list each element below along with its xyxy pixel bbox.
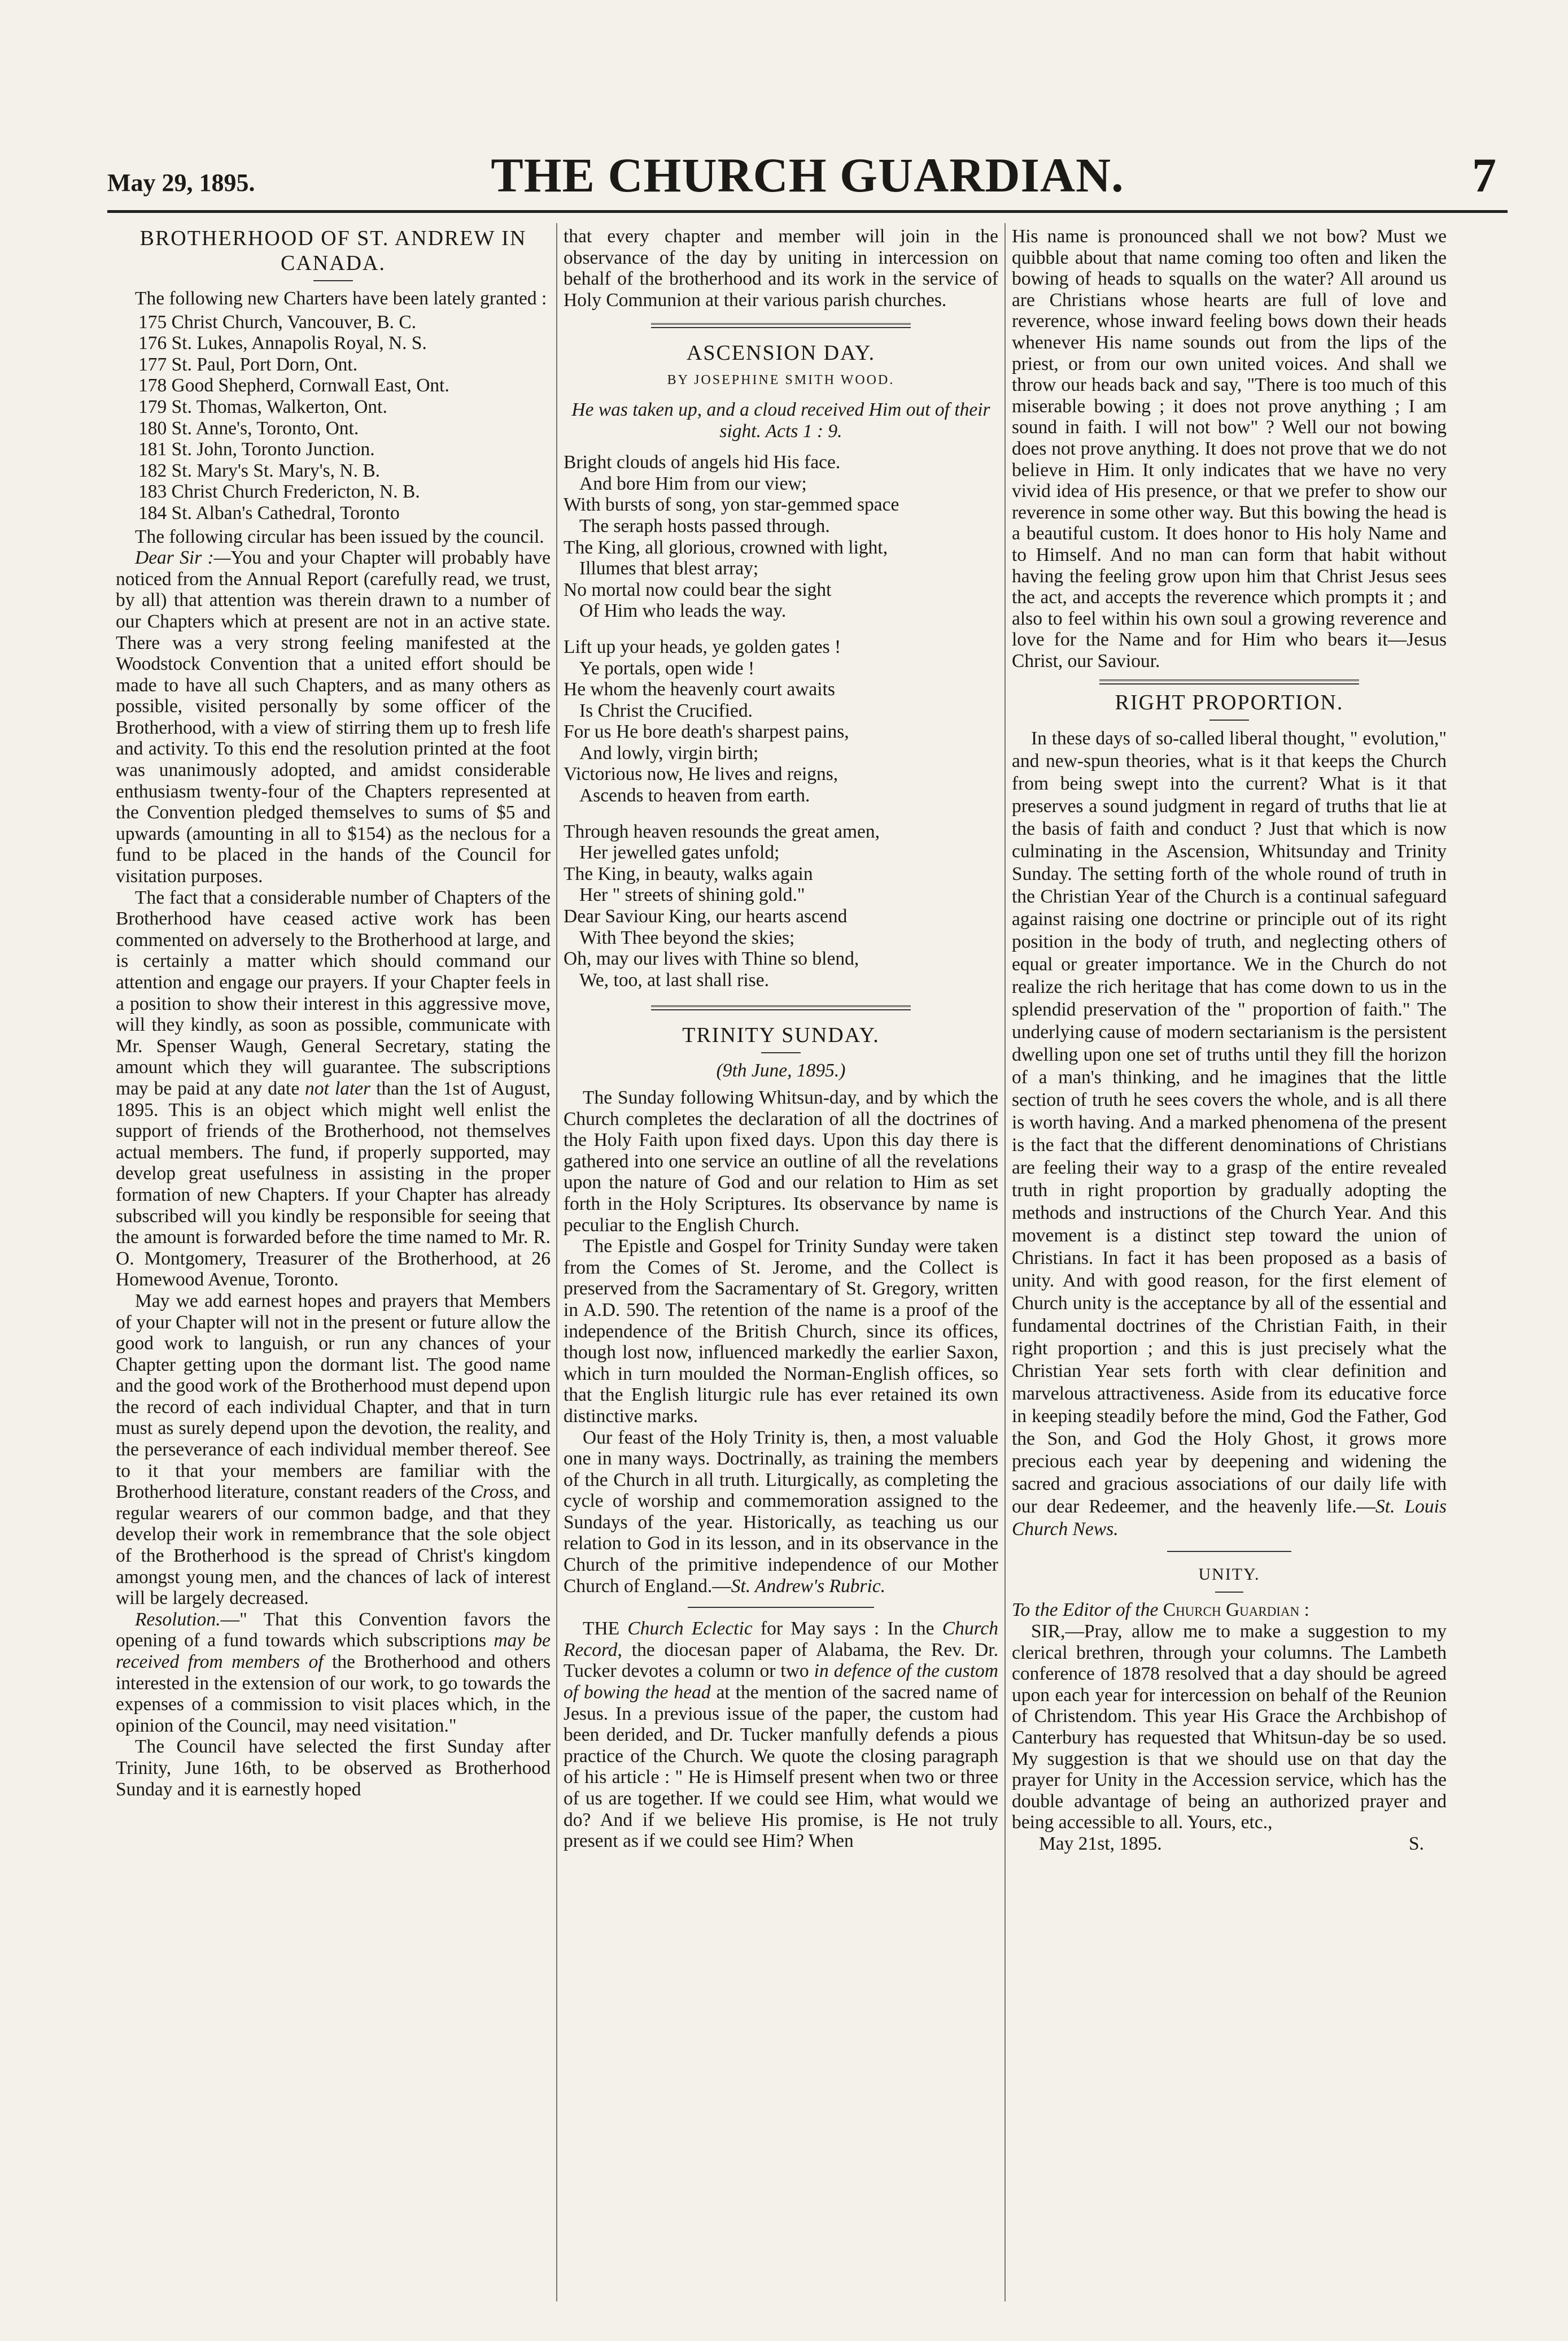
ascension-heading: ASCENSION DAY. bbox=[686, 341, 876, 365]
eclectic-paragraph: THE Church Eclectic for May says : In the Church Record, the diocesan paper of Alabama, the Rev. Dr. Tucker devotes a column or two in defence of the custom of bowing the head at the mention of the sacred name of Jesus. In a previous issue of the paper, the custom had been derided, and Dr. Tucker manfully defends a pious practice of the Church. We quote the closing paragraph of his article : " He is Himself present when two or three of us are together. If we could see Him, what would we do? And if we believe His promise, is He not truly present as if we could see Him? When bbox=[564, 1618, 998, 1852]
eclectic-continuation: His name is pronounced shall we not bow? Must we quibble about that name coming too often and liken the bowing of heads to squalls on the water? All around us are Christians whose hearts are full of love and reverence, whose inward feeling bows down their heads whenever His name sounds out from the lips of the priest, or from our own united voices. And shall we throw our heads back and say, "There is too much of this miserable bowing ; it does not prove anything ; I am sound in faith. I will not bow" ? Well our not bowing does not prove anything. It does not prove that we do not believe in Him. It only indicates that we have no very vivid idea of His presence, or that we prefer to show our reverence in some other way. But this bowing the head is a beautiful custom. It does honor to His holy Name and to Himself. And no man can form that habit without having the feeling grow upon him that Christ Jesus sees the act, and accepts the reverence which prompts it ; and also to feel within his own soul a growing reverence and love for the Name and for Him who bears it—Jesus Christ, our Saviour. bbox=[1012, 226, 1447, 672]
section-dash bbox=[761, 1052, 801, 1053]
letter-date: May 21st, 1895. bbox=[1039, 1833, 1162, 1854]
section-rule bbox=[651, 1005, 911, 1010]
column-divider bbox=[556, 223, 557, 2301]
circular-paragraph: Dear Sir :—You and your Chapter will probably have noticed from the Annual Report (carefully read, we trust, by all) that attention was therein drawn to a number of our Chapters which at present are not in an active state. There was a very strong feeling manifested at the Woodstock Convention that a united effort should be made to have all such Chapters, and as many others as possible, visited personally by some officer of the Brotherhood, with a view of stirring them up to fresh life and activity. To this end the resolution printed at the foot was unanimously adopted, and amidst considerable enthusiasm twenty-four of the Chapters represented at the Convention pledged themselves to sums of $5 and upwards (amounting in all to $154) as the neclous for a fund to be placed in the hands of the Council for visitation purposes. bbox=[116, 547, 551, 887]
brotherhood-intro: The following new Charters have been lately granted : bbox=[135, 288, 547, 309]
list-item: 184 St. Alban's Cathedral, Toronto bbox=[138, 502, 400, 524]
trinity-paragraph: The Epistle and Gospel for Trinity Sunday were taken from the Comes of St. Jerome, and the Collect is preserved from the Sacramentary of St. Gregory, written in A.D. 590. The retention of the name is a proof of the independence of the British Church, since its offices, though lost now, influenced markedly the earlier Saxon, which in turn moulded the Norman-English offices, so that the English liturgic rule has ever retained its own distinctive marks. bbox=[564, 1236, 998, 1427]
proportion-paragraph: In these days of so-called liberal thought, " evolution," and new-spun theories, what is it that keeps the Church from being swept into the current? What is it that preserves a sound judgment in regard of truths that lie at the basis of faith and conduct ? Just that which is now culminating in the Ascension, Whitsunday and Trinity Sunday. The setting forth of the whole round of truth in the Christian Year of the Church is a continual safeguard against raising one doctrine or principle out of its right position in the body of truth, and neglecting others of equal or greater importance. We in the Church do not realize the rich heritage that has come down to us in the splendid preservation of the " proportion of faith." The underlying cause of modern sectarianism is the persistent dwelling upon one set of truths until they fill the horizon of a man's thinking, and he imagines that the little section of truth he sees covers the whole, and is all there is worth having. And a marked phenomena of the present is the fact that the different denominations of Christians are feeling their way to a grasp of the entire revealed truth in right proportion by gradually adopting the methods and instructions of the Church Year. And this movement is a distinct step toward the union of Christians. In fact it has been proposed as a basis of unity. And with good reason, for the first element of Church unity is the acceptance by all of the essential and fundamental doctrines of the Christian Faith, in their right proportion ; and this is just precisely what the Christian Year sets forth with clear definition and marvelous attractiveness. Aside from its educative force in keeping steadily before the mind, God the Father, God the Son, and God the Holy Ghost, it grows more precious each year by deepening and widening the sacred and gracious associations of our daily life with our dear Redeemer, and the heavenly life.—St. Louis Church News. bbox=[1012, 728, 1447, 1540]
poem-stanza: Bright clouds of angels hid His face. And bore Him from our view; With bursts of song, yon star-gemmed space The seraph hosts passed through. The King, all glorious, crowned with light, Illumes that blest array; No mortal now could bear the sight Of Him who leads the way. bbox=[564, 452, 899, 622]
proportion-source: St. Louis Church News. bbox=[1012, 1496, 1447, 1540]
column-3 bbox=[1012, 226, 1447, 1855]
page-number: 7 bbox=[1472, 148, 1496, 202]
section-rule bbox=[651, 323, 911, 328]
list-item: 183 Christ Church Fredericton, N. B. bbox=[138, 481, 420, 503]
masthead bbox=[107, 147, 1508, 209]
circular-continuation: that every chapter and member will join in the observance of the day by uniting in intercession on behalf of the brotherhood and its work in the service of Holy Communion at their various parish churches. bbox=[564, 226, 998, 311]
letter-signature: S. bbox=[1408, 1833, 1424, 1854]
unity-letter: SIR,—Pray, allow me to make a suggestion to my clerical brethren, through your columns. The Lambeth conference of 1878 resolved that a day should be agreed upon each year for intercession on behalf of the Reunion of Christendom. This year His Grace the Archbishop of Canterbury has requested that Whitsun-day be so used. My suggestion is that we should use on that day the prayer for Unity in the Accession service, which has the double advantage of being an authorized prayer and being accessible to all. Yours, etc., bbox=[1012, 1621, 1447, 1833]
column-divider bbox=[1004, 223, 1006, 2301]
proportion-heading: RIGHT PROPORTION. bbox=[1115, 691, 1344, 715]
poem-epigraph: He was taken up, and a cloud received Him out of their sight. Acts 1 : 9. bbox=[571, 399, 990, 442]
circular-paragraph: May we add earnest hopes and prayers that Members of your Chapter will not in the present or future allow the good work to languish, or run any chances of your Chapter getting upon the dormant list. The good name and the good work of the Brotherhood must depend upon the record of each individual Chapter, and that in turn must as surely depend upon the devotion, the reality, and the perseverance of each individual member thereof. See to it that your members are familiar with the Brotherhood literature, constant readers of the Cross, and regular wearers of our common badge, and that they develop their work in remembrance that the sole object of the Brotherhood is the spread of Christ's kingdom amongst young men, and the chances of lack of interest will be largely decreased. bbox=[116, 1290, 551, 1609]
section-dash bbox=[313, 280, 353, 281]
charter-list bbox=[138, 312, 551, 524]
issue-date: May 29, 1895. bbox=[107, 169, 255, 197]
poem-byline: BY JOSEPHINE SMITH WOOD. bbox=[667, 373, 895, 388]
column-2 bbox=[564, 226, 998, 1852]
unity-heading: UNITY. bbox=[1198, 1565, 1260, 1584]
section-rule bbox=[1167, 1551, 1291, 1552]
poem-stanza: Lift up your heads, ye golden gates ! Ye portals, open wide ! He whom the heavenly court awaits Is Christ the Crucified. For us He bore death's sharpest pains, And lowly, virgin birth; Victorious now, He lives and reigns, Ascends to heaven from earth. bbox=[564, 636, 849, 807]
section-rule bbox=[688, 1607, 874, 1608]
section-dash bbox=[1209, 720, 1249, 721]
poem-stanza: Through heaven resounds the great amen, Her jewelled gates unfold; The King, in beauty, walks again Her " streets of shining gold." Dear Saviour King, our hearts ascend With Thee beyond the skies; Oh, may our lives with Thine so blend, We, too, at last shall rise. bbox=[564, 821, 880, 991]
trinity-paragraph: The Sunday following Whitsun-day, and by which the Church completes the declaration of all the doctrines of the Holy Faith upon fixed days. Upon this day there is gathered into one service an outline of all the revelations upon the nature of God and our relation to Him as set forth in the Holy Scriptures. Its observance by name is peculiar to the English Church. bbox=[564, 1087, 998, 1236]
column-1 bbox=[116, 226, 551, 1800]
newspaper-title: THE CHURCH GUARDIAN. bbox=[491, 148, 1124, 202]
section-rule bbox=[1099, 679, 1359, 685]
trinity-dateline: (9th June, 1895.) bbox=[716, 1060, 846, 1082]
list-item: 181 St. John, Toronto Junction. bbox=[138, 439, 375, 460]
circular-paragraph: The Council have selected the first Sunday after Trinity, June 16th, to be observed as Brotherhood Sunday and it is earnestly hoped bbox=[116, 1736, 551, 1800]
list-item: 179 St. Thomas, Walkerton, Ont. bbox=[138, 396, 387, 417]
list-item: 177 St. Paul, Port Dorn, Ont. bbox=[138, 354, 358, 375]
circular-intro: The following circular has been issued by the council. bbox=[135, 526, 544, 547]
list-item: 175 Christ Church, Vancouver, B. C. bbox=[138, 311, 417, 333]
letter-signoff bbox=[1012, 1833, 1447, 1855]
list-item: 178 Good Shepherd, Cornwall East, Ont. bbox=[138, 375, 449, 396]
unity-addressee: To the Editor of the Church Guardian : bbox=[1012, 1599, 1309, 1621]
list-item: 182 St. Mary's St. Mary's, N. B. bbox=[138, 460, 381, 481]
circular-paragraph: The fact that a considerable number of Chapters of the Brotherhood have ceased active work has been commented on adversely to the Brotherhood at large, and is certainly a matter which should command our attention and engage our prayers. If your Chapter feels in a position to show their interest in this aggressive move, will they kindly, as soon as possible, communicate with Mr. Spenser Waugh, General Secretary, stating the amount which they will guarantee. The subscriptions may be paid at any date not later than the 1st of August, 1895. This is an object which might well enlist the support of friends of the Brotherhood, not themselves actual members. The fund, if properly supported, may develop great usefulness in assisting in the proper formation of new Chapters. If your Chapter has already subscribed will you kindly be responsible for seeing that the amount is forwarded before the time named to Mr. R. O. Montgomery, Treasurer of the Brotherhood, at 26 Homewood Avenue, Toronto. bbox=[116, 887, 551, 1291]
resolution-paragraph: Resolution.—" That this Convention favors the opening of a fund towards which subscriptions may be received from members of the Brotherhood and others interested in the extension of our work, to go towards the expenses of a commission to visit places which, in the opinion of the Council, may need visitation." bbox=[116, 1608, 551, 1736]
salutation: Dear Sir :— bbox=[135, 547, 231, 569]
trinity-source: St. Andrew's Rubric. bbox=[731, 1575, 886, 1597]
trinity-heading: TRINITY SUNDAY. bbox=[682, 1023, 880, 1048]
masthead-rule bbox=[107, 210, 1508, 213]
list-item: 176 St. Lukes, Annapolis Royal, N. S. bbox=[138, 333, 427, 354]
trinity-paragraph: Our feast of the Holy Trinity is, then, a most valuable one in many ways. Doctrinally, as training the members of the Church in all truth. Liturgically, as completing the cycle of worship and commemoration assigned to the Sundays of the year. Historically, as teaching us our relation to God in its lesson, and in its observance in the Church of the primitive independence of our Mother Church of England.—St. Andrew's Rubric. bbox=[564, 1427, 998, 1597]
section-dash bbox=[1215, 1592, 1243, 1593]
brotherhood-heading: BROTHERHOOD OF ST. ANDREW IN CANADA. bbox=[139, 226, 527, 275]
list-item: 180 St. Anne's, Toronto, Ont. bbox=[138, 417, 359, 439]
